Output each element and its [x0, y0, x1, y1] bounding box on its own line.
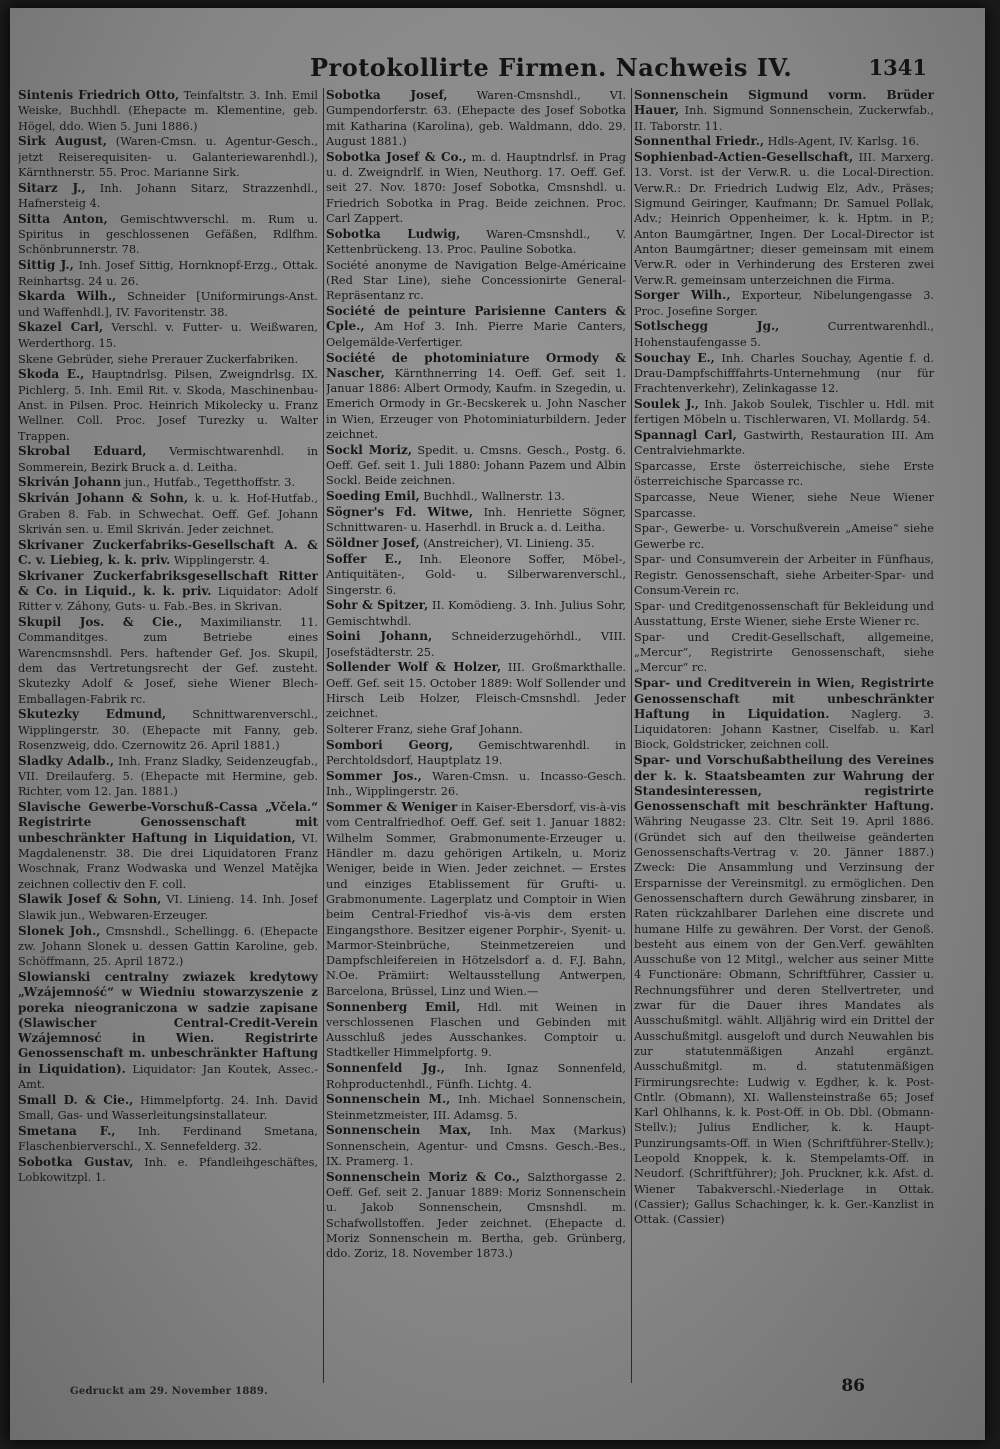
entry-details: Inh. Eleonore Soffer, Möbel-, Antiquitäten-, Gold- u. Silberwarenverschl., Singerstr. 6.	[326, 552, 626, 597]
directory-entry	[634, 428, 934, 459]
firm-name: Small D. & Cie.,	[18, 1092, 134, 1107]
directory-entry	[634, 319, 934, 350]
firm-name: Sonnenberg Emil,	[326, 999, 461, 1014]
entry-details: Spar- und Creditgenossenschaft für Bekleidung und Ausstattung, Erste Wiener, siehe Erste Wiener rc.	[634, 599, 934, 629]
directory-entry	[326, 489, 626, 504]
entry-details: Waren-Cmsn. u. Incasso-Gesch. Inh., Wipplingerstr. 26.	[326, 770, 626, 799]
entry-details: Salzthorgasse 2. Oeff. Gef. seit 2. Januar 1889: Moriz Sonnenschein u. Jakob Sonnenschein, Cmsnshdl. m. Schafwollstoffen. Jeder zeichnet. (Ehepacte d. Moriz Sonnenschein m. Bertha, geb. Grünberg, ddo. Zoriz, 18. November 1873.)	[326, 1170, 626, 1261]
entry-details: jun., Hutfab., Tegetthoffstr. 3.	[121, 476, 296, 490]
entry-details: Inh. Jakob Soulek, Tischler u. Hdl. mit fertigen Möbeln u. Tischlerwaren, VI. Mollardg. 54.	[634, 397, 934, 427]
firm-name: Slowianski centralny zwiazek kredytowy „Wzájemność“ w Wiedniu stowarzyszenie z poreka nieograniczona w sadzie zapisane (Slawischer Central-Credit-Verein Wzájemnosć in Wien. Registrirte Genossenschaft m. unbeschränkter Haftung in Liquidation).	[18, 969, 318, 1076]
entry-details: Inh. Johann Sitarz, Strazzenhdl., Hafnersteig 4.	[18, 181, 318, 211]
entry-details: Inh. Ferdinand Smetana, Flaschenbierverschl., X. Sennefelderg. 32.	[18, 1124, 318, 1154]
firm-name: Sommer & Weniger	[326, 800, 458, 815]
directory-entry	[326, 738, 626, 769]
directory-entry	[326, 552, 626, 598]
directory-entry	[18, 320, 318, 351]
column-1	[18, 88, 318, 1378]
firm-name: Smetana F.,	[18, 1123, 116, 1138]
firm-name: Souchay E.,	[634, 350, 715, 365]
directory-entry	[18, 491, 318, 537]
column-2	[326, 88, 626, 1378]
firm-name: Soulek J.,	[634, 396, 699, 411]
entry-details: Kärnthnerring 14. Oeff. Gef. seit 1. Januar 1886: Albert Ormody, Kaufm. in Szegedin, u. Emerich Ormody in Gr.-Becskerek u. John Nascher in Wien, Erzeuger von Photominiaturbildern. Jeder zeichnet.	[326, 366, 626, 442]
firm-name: Spar- und Creditverein in Wien, Registrirte Genossenschaft mit unbeschränkter Haftung in Liquidation.	[634, 676, 934, 721]
firm-name: Sonnenschein Moriz & Co.,	[326, 1169, 520, 1184]
directory-entry	[326, 443, 626, 489]
directory-entry	[326, 1061, 626, 1092]
firm-name: Sockl Moriz,	[326, 442, 413, 457]
entry-details: Currentwarenhdl., Hohenstaufengasse 5.	[634, 320, 934, 349]
directory-entry	[326, 722, 626, 737]
entry-details: k. u. k. Hof-Hutfab., Graben 8. Fab. in Schwechat. Oeff. Gef. Johann Skriván sen. u. Emil Skriván. Jeder zeichnet.	[18, 492, 318, 536]
entry-details: Gemischtwarenhdl. in Perchtoldsdorf, Hauptplatz 19.	[326, 738, 626, 768]
firm-name: Spar- und Vorschußabtheilung des Vereines der k. k. Staatsbeamten zur Wahrung der Standesinteressen, registrirte Genossenschaft mit beschränkter Haftung.	[634, 753, 934, 814]
directory-entry	[18, 289, 318, 320]
directory-entry	[18, 538, 318, 569]
entry-details: Schneider [Uniformirungs-Anst. und Waffenhdl.], IV. Favoritenstr. 38.	[18, 290, 318, 319]
directory-entry	[634, 599, 934, 630]
entry-details: Buchhdl., Wallnerstr. 13.	[419, 490, 565, 504]
entry-details: Inh. Franz Sladky, Seidenzeugfab., VII. Dreilauferg. 5. (Ehepacte mit Hermine, geb. Richter, vom 12. Jan. 1881.)	[18, 754, 318, 799]
entry-details: Liquidator: Adolf Ritter v. Záhony, Guts- u. Fab.-Bes. in Skrivan.	[18, 585, 318, 614]
firm-name: Sombori Georg,	[326, 737, 454, 752]
entry-details: Liquidator: Jan Koutek, Assec.-Amt.	[18, 1062, 318, 1091]
entry-details: Sparcasse, Neue Wiener, siehe Neue Wiener Sparcasse.	[634, 491, 934, 520]
entry-details: m. d. Hauptndrlsf. in Prag u. d. Zweigndrlf. in Wien, Neuthorg. 17. Oeff. Gef. seit 27. Nov. 1870: Josef Sobotka, Cmsnshdl. u. Friedrich Sobotka in Prag. Beide zeichnen. Proc. Carl Zappert.	[326, 150, 626, 225]
directory-entry	[18, 444, 318, 475]
entry-details: Exporteur, Nibelungengasse 3. Proc. Josefine Sorger.	[634, 289, 934, 318]
directory-entry	[634, 490, 934, 521]
directory-entry	[634, 150, 934, 288]
directory-entry	[634, 459, 934, 490]
entry-details: III. Marxerg. 13. Vorst. ist der Verw.R. u. die Local-Direction. Verw.R.: Dr. Friedrich Ludwig Elz, Adv., Präses; Sigmund Geiringer, Kaufmann; Dr. Samuel Pollak, Adv.; Heinrich Oppenheimer, k. k. Hptm. in P.; Anton Baumgärtner, Ingen. Der Local-Director ist Anton Baumgärtner; dieser gemeinsam mit einem Verw.R. oder in Verhinderung des Ersteren zwei Verw.R. gemeinsam unterzeichnen die Firma.	[634, 151, 934, 287]
entry-details: Maximilianstr. 11. Commanditges. zum Betriebe eines Warencmsnshdl. Pers. haftender Gef. Jos. Skupil, dem das Vertretungsrecht der Gef. zusteht. Skutezky Adolf & Josef, siehe Wiener Blech-Emballagen-Fabrik rc.	[18, 616, 318, 706]
firm-name: Sitarz J.,	[18, 180, 86, 195]
directory-entry	[18, 367, 318, 443]
column-3	[634, 88, 934, 1378]
firm-name: Sohr & Spitzer,	[326, 598, 429, 613]
entry-details: Skene Gebrüder, siehe Prerauer Zuckerfabriken.	[18, 352, 299, 366]
entry-details: Spedit. u. Cmsns. Gesch., Postg. 6. Oeff. Gef. seit 1. Juli 1880: Johann Pazem und Albin Sockl. Beide zeichnen.	[326, 443, 626, 488]
directory-entry	[326, 536, 626, 551]
entry-details: Cmsnshdl., Schellingg. 6. (Ehepacte zw. Johann Slonek u. dessen Gattin Karoline, geb. Schöffmann, 25. April 1872.)	[18, 924, 318, 969]
directory-entry	[326, 660, 626, 721]
firm-name: Sonnenschein M.,	[326, 1092, 451, 1107]
firm-name: Skutezky Edmund,	[18, 707, 167, 722]
directory-entry	[634, 521, 934, 552]
entry-details: Spar- und Consumverein der Arbeiter in Fünfhaus, Registr. Genossenschaft, siehe Arbeiter-Spar- und Consum-Verein rc.	[634, 553, 934, 597]
directory-entry	[18, 800, 318, 892]
firm-name: Sollender Wolf & Holzer,	[326, 660, 502, 675]
directory-entry	[634, 351, 934, 397]
entry-details: Inh. Henriette Sögner, Schnittwaren- u. Haserhdl. in Bruck a. d. Leitha.	[326, 506, 626, 535]
firm-name: Skrivaner Zuckerfabriks-Gesellschaft A. & C. v. Liebieg, k. k. priv.	[18, 537, 318, 567]
directory-entry	[326, 598, 626, 629]
firm-name: Sobotka Gustav,	[18, 1154, 134, 1169]
firm-name: Sotlschegg Jg.,	[634, 319, 780, 334]
entry-details: Naglerg. 3. Liquidatoren: Johann Kastner, Ciselfab. u. Karl Biock, Goldstricker, zeichnen coll.	[634, 707, 934, 752]
entry-details: Hdls-Agent, IV. Karlsg. 16.	[764, 135, 920, 149]
directory-entry	[18, 475, 318, 490]
directory-entry	[18, 212, 318, 258]
firm-name: Skarda Wilh.,	[18, 289, 117, 304]
firm-name: Skrobal Eduard,	[18, 444, 147, 459]
entry-details: Schneiderzugehörhdl., VIII. Josefstädterstr. 25.	[326, 630, 626, 659]
directory-entry	[326, 505, 626, 536]
firm-name: Sommer Jos.,	[326, 769, 422, 784]
directory-entry	[634, 676, 934, 752]
entry-details: III. Großmarkthalle. Oeff. Gef. seit 15. October 1889: Wolf Sollender und Hirsch Leib Holzer, Fleisch-Cmsnshdl. Jeder zeichnet.	[326, 661, 626, 721]
entry-details: Hauptndrlsg. Pilsen, Zweigndrlsg. IX. Pichlerg. 5. Inh. Emil Rit. v. Skoda, Maschinenbau-Anst. in Pilsen. Proc. Heinrich Mikolecky u. Franz Wellner. Coll. Proc. Josef Turezky u. Walter Trappen.	[18, 368, 318, 443]
firm-name: Skriván Johann & Sohn,	[18, 491, 189, 506]
directory-entry	[326, 258, 626, 304]
entry-details: Spar- und Credit-Gesellschaft, allgemeine, „Mercur“, Registrirte Genossenschaft, siehe „Mercur“ rc.	[634, 630, 934, 675]
directory-entry	[634, 134, 934, 149]
directory-entry	[634, 88, 934, 134]
directory-entry	[18, 352, 318, 367]
firm-name: Slavische Gewerbe-Vorschuß-Cassa „Včela.“ Registrirte Genossenschaft mit unbeschränkter Haftung in Liquidation,	[18, 800, 318, 845]
directory-entry	[18, 1124, 318, 1155]
entry-details: Am Hof 3. Inh. Pierre Marie Canters, Oelgemälde-Verfertiger.	[326, 320, 626, 349]
firm-name: Sonnenschein Sigmund vorm. Brüder Hauer,	[634, 88, 934, 118]
sheet-number: 86	[841, 1376, 865, 1396]
directory-entry	[634, 753, 934, 1227]
entry-details: Währing Neugasse 23. Cltr. Seit 19. April 1886. (Gründet sich auf den theilweise geänderten Genossenschafts-Vertrag v. 20. Jänner 1887.) Zweck: Die Ansammlung und Verzinsung der Ersparnisse der Vereinsmitgl. zu ermöglichen. Den Genossenschaftern durch Gewährung zinsbarer, in Raten rückzahlbarer Darlehen eine discrete und humane Hilfe zu gewähren. Der Vorst. der Genoß. besteht aus einem von der Gen.Verf. gewählten Ausschuße von 12 Mitgl., welcher aus seiner Mitte 4 Functionäre: Obmann, Schriftführer, Cassier u. Rechnungsführer und deren Stellvertreter, und zwar für die Dauer ihres Mandates als Ausschußmitgl. wählt. Alljährig wird ein Drittel der Ausschußmitgl. ausgeloft und durch Neuwahlen bis zur statutenmäßigen Anzahl ergänzt. Ausschußmitgl. m. d. statutenmäßigen Firmirungsrechte: Ludwig v. Egdher, k. k. Post-Cntlr. (Obmann), XI. Wallensteinstraße 65; Josef Karl Ohlhanns, k. k. Post-Off. in Ob. Dbl. (Obmann-Stellv.); Julius Endlicher, k. k. Haupt-Punzirungsamts-Off. in Wien (Schriftführer-Stellv.); Leopold Knoppek, k. k. Stempelamts-Off. in Neudorf. (Schriftführer); Joh. Pruckner, k.k. Afst. d. Wiener Tabakverschl.-Niederlage in Ottak. (Cassier); Gallus Schachinger, k. k. Ger.-Kanzlist in Ottak. (Cassier)	[634, 815, 934, 1227]
firm-name: Sladky Adalb.,	[18, 753, 115, 768]
entry-details: Spar-, Gewerbe- u. Vorschußverein „Ameise“ siehe Gewerbe rc.	[634, 522, 934, 551]
entry-details: Gastwirth, Restauration III. Am Centralviehmarkte.	[634, 429, 934, 458]
entry-details: Hdl. mit Weinen in verschlossenen Flaschen und Gebinden mit Ausschluß jedes Ausschankes. Comptoir u. Stadtkeller Himmelpfortg. 9.	[326, 1000, 626, 1060]
firm-name: Sittig J.,	[18, 258, 74, 273]
directory-entry	[326, 1170, 626, 1262]
entry-details: Inh. Charles Souchay, Agentie f. d. Drau-Dampfschifffahrts-Unternehmung (nur für Frachtenverkehr), Zelinkagasse 12.	[634, 351, 934, 396]
directory-entry	[18, 1093, 318, 1124]
firm-name: Société de peinture Parisienne Canters & Cple.,	[326, 304, 626, 334]
entry-details: Teinfaltstr. 3. Inh. Emil Weiske, Buchhdl. (Ehepacte m. Klementine, geb. Högel, ddo. Wien 5. Juni 1886.)	[18, 89, 318, 133]
firm-name: Spannagl Carl,	[634, 428, 737, 443]
firm-name: Sonnenthal Friedr.,	[634, 134, 765, 149]
directory-entry	[634, 630, 934, 676]
entry-details: Schnittwarenverschl., Wipplingerstr. 30. (Ehepacte mit Fanny, geb. Rosenzweig, ddo. Czernowitz 26. April 1881.)	[18, 708, 318, 752]
entry-details: Gemischtwverschl. m. Rum u. Spiritus in geschlossenen Gefäßen, Rdlfhm. Schönbrunnerstr. 78.	[18, 212, 318, 257]
firm-name: Sögner's Fd. Witwe,	[326, 505, 474, 520]
directory-entry	[326, 351, 626, 443]
directory-entry	[326, 88, 626, 149]
firm-name: Sonnenfeld Jg.,	[326, 1061, 445, 1076]
directory-entry	[18, 258, 318, 289]
entry-details: II. Komödieng. 3. Inh. Julius Sohr, Gemischtwhdl.	[326, 599, 626, 628]
directory-entry	[326, 769, 626, 800]
directory-entry	[326, 227, 626, 258]
directory-entry	[18, 88, 318, 134]
firm-name: Société de photominiature Ormody & Nascher,	[326, 350, 626, 380]
entry-details: Waren-Cmsnshdl., V. Kettenbrückeng. 13. Proc. Pauline Sobotka.	[326, 227, 626, 256]
entry-details: Verschl. v. Futter- u. Weißwaren, Werderthorg. 15.	[18, 321, 318, 350]
directory-entry	[18, 134, 318, 180]
directory-entry	[326, 1000, 626, 1061]
page-title: Protokollirte Firmen. Nachweis IV.	[310, 53, 793, 82]
entry-details: Inh. e. Pfandleihgeschäftes, Lobkowitzpl. 1.	[18, 1155, 318, 1185]
directory-entry	[326, 1123, 626, 1169]
directory-entry	[18, 754, 318, 800]
entry-details: Inh. Josef Sittig, Hornknopf-Erzg., Ottak. Reinhartsg. 24 u. 26.	[18, 259, 318, 288]
entry-details: Himmelpfortg. 24. Inh. David Small, Gas- und Wasserleitungsinstallateur.	[18, 1093, 318, 1123]
entry-details: in Kaiser-Ebersdorf, vis-à-vis vom Centralfriedhof. Oeff. Gef. seit 1. Januar 1882: Wilhelm Sommer, Grabmonumente-Erzeuger u. Händler m. dazu gehörigen Artikeln, u. Moriz Weniger, beide in Wien. Jeder zeichnet. — Erstes und einziges Etablissement für Grufti- u. Grabmonumente. Lagerplatz und Comptoir in Wien beim Central-Friedhof vis-à-vis dem ersten Eingangsthore. Besitzer eigener Porphir-, Syenit- u. Marmor-Steinbrüche, Steinmetzereien und Dampfschleifereien in Hötzelsdorf a. d. F.J. Bahn, N.Oe. Prämiirt: Weltausstellung Antwerpen, Barcelona, Brüssel, Linz und Wien.—	[326, 801, 626, 998]
firm-name: Sirk August,	[18, 134, 107, 149]
firm-name: Sitta Anton,	[18, 211, 108, 226]
directory-entry	[326, 1092, 626, 1123]
entry-details: Solterer Franz, siehe Graf Johann.	[326, 723, 523, 737]
directory-entry	[634, 397, 934, 428]
entry-details: (Anstreicher), VI. Linieng. 35.	[419, 537, 595, 551]
firm-name: Skoda E.,	[18, 367, 85, 382]
firm-name: Sorger Wilh.,	[634, 288, 731, 303]
directory-entry	[326, 304, 626, 350]
entry-details: Inh. Sigmund Sonnenschein, Zuckerwfab., II. Taborstr. 11.	[634, 104, 934, 133]
directory-entry	[18, 707, 318, 753]
firm-name: Soini Johann,	[326, 629, 433, 644]
directory-entry	[18, 970, 318, 1092]
directory-entry	[18, 615, 318, 707]
print-date: Gedruckt am 29. November 1889.	[70, 1386, 268, 1397]
columns	[18, 88, 973, 1378]
page-number: 1341	[868, 55, 927, 80]
page-header	[10, 53, 985, 83]
entry-details: Société anonyme de Navigation Belge-Américaine (Red Star Line), siehe Concessionirte General-Repräsentanz rc.	[326, 258, 626, 303]
entry-details: Inh. Michael Sonnenschein, Steinmetzmeister, III. Adamsg. 5.	[326, 1093, 626, 1122]
directory-page	[10, 8, 985, 1440]
firm-name: Sonnenschein Max,	[326, 1123, 472, 1138]
directory-entry	[18, 924, 318, 970]
entry-details: VI. Magdalenenstr. 38. Die drei Liquidatoren Franz Woschnak, Franz Wodwaska und Wenzel Matějka zeichnen collectiv den F. coll.	[18, 831, 318, 891]
firm-name: Sobotka Josef & Co.,	[326, 149, 467, 164]
firm-name: Slonek Joh.,	[18, 923, 101, 938]
firm-name: Soffer E.,	[326, 551, 402, 566]
directory-entry	[18, 892, 318, 923]
directory-entry	[326, 800, 626, 999]
entry-details: (Waren-Cmsn. u. Agentur-Gesch., jetzt Reiserequisiten- u. Galanteriewarenhdl.), Kärnthnerstr. 55. Proc. Marianne Sirk.	[18, 135, 318, 179]
entry-details: Inh. Ignaz Sonnenfeld, Rohproductenhdl., Fünfh. Lichtg. 4.	[326, 1062, 626, 1091]
directory-entry	[18, 181, 318, 212]
directory-entry	[634, 552, 934, 598]
firm-name: Soeding Emil,	[326, 489, 420, 504]
entry-details: VI. Linieng. 14. Inh. Josef Slawik jun., Webwaren-Erzeuger.	[18, 893, 318, 922]
firm-name: Sophienbad-Actien-Gesellschaft,	[634, 150, 854, 165]
firm-name: Sobotka Ludwig,	[326, 226, 461, 241]
firm-name: Skupil Jos. & Cie.,	[18, 615, 183, 630]
entry-details: Waren-Cmsnshdl., VI. Gumpendorferstr. 63. (Ehepacte des Josef Sobotka mit Katharina (Karolina), geb. Waldmann, ddo. 29. August 1881.)	[326, 89, 626, 148]
entry-details: Sparcasse, Erste österreichische, siehe Erste österreichische Sparcasse rc.	[634, 460, 934, 489]
entry-details: Vermischtwarenhdl. in Sommerein, Bezirk Bruck a. d. Leitha.	[18, 445, 318, 474]
directory-entry	[18, 1155, 318, 1186]
firm-name: Skrivaner Zuckerfabriksgesellschaft Ritter & Co. in Liquid., k. k. priv.	[18, 568, 318, 598]
entry-details: Wipplingerstr. 4.	[170, 553, 270, 567]
firm-name: Sintenis Friedrich Otto,	[18, 88, 180, 102]
directory-entry	[326, 150, 626, 226]
firm-name: Skazel Carl,	[18, 320, 104, 335]
directory-entry	[326, 629, 626, 660]
firm-name: Skriván Johann	[18, 475, 122, 490]
directory-entry	[634, 288, 934, 319]
entry-details: Inh. Max (Markus) Sonnenschein, Agentur- und Cmsns. Gesch.-Bes., IX. Pramerg. 1.	[326, 1124, 626, 1168]
firm-name: Slawik Josef & Sohn,	[18, 892, 162, 907]
firm-name: Söldner Josef,	[326, 536, 420, 551]
directory-entry	[18, 569, 318, 615]
firm-name: Sobotka Josef,	[326, 88, 448, 102]
